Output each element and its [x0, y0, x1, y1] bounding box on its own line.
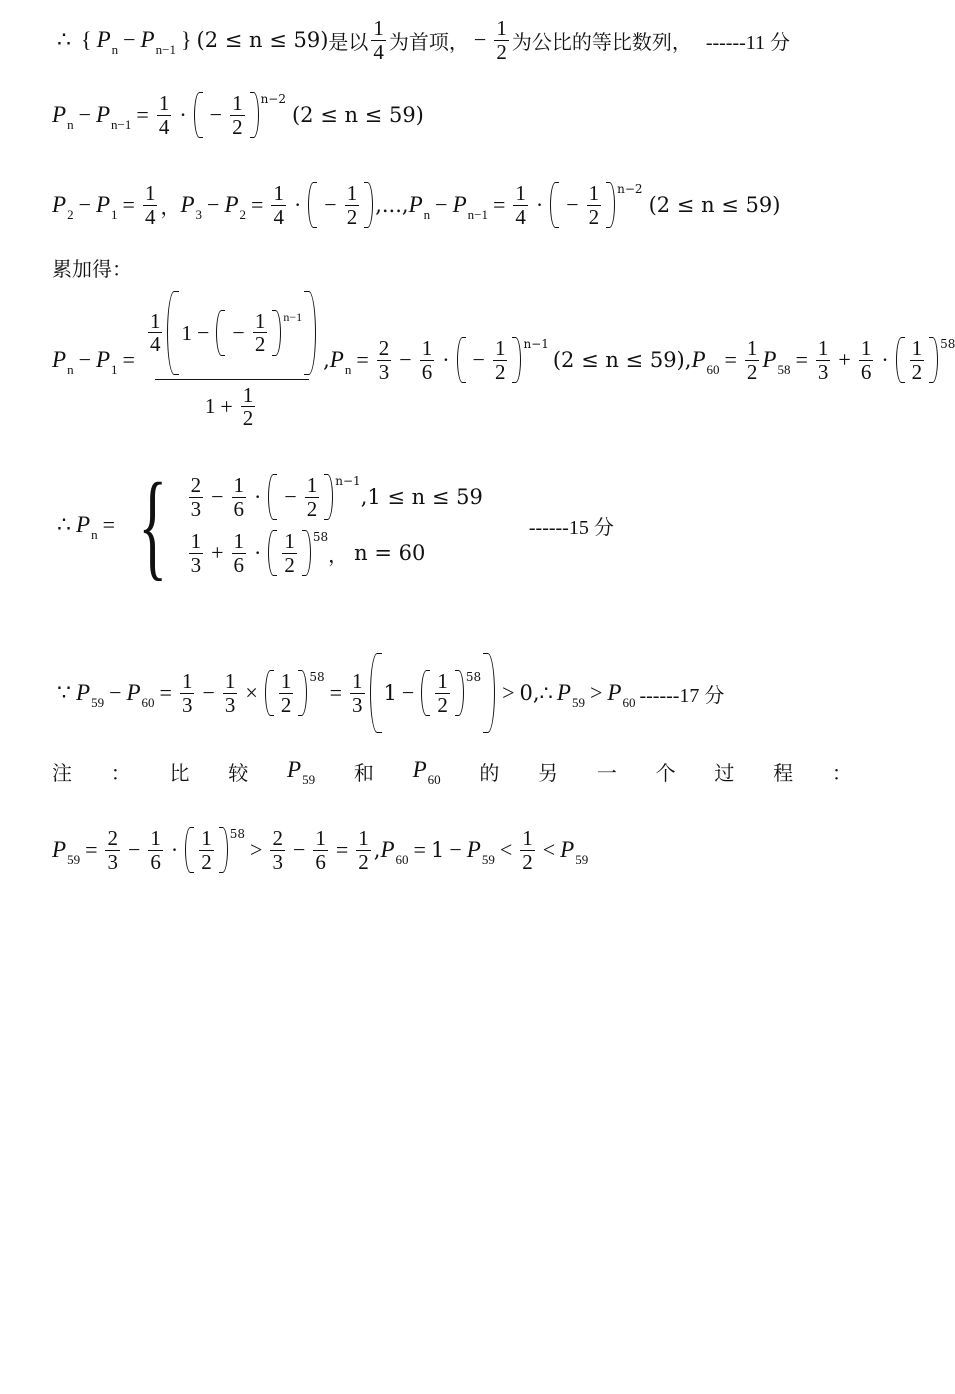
line-2: [52, 85, 424, 145]
note-char: 的: [479, 761, 500, 785]
equals: =: [795, 347, 808, 372]
frac-2-3: $\frac{2}{3}$: [378, 336, 390, 384]
var-pn: $P_n$: [52, 102, 74, 132]
frac-1-4: $\frac{1}{4}$: [149, 309, 161, 357]
ellipsis: ,...,: [375, 193, 409, 217]
frac-1-2: $\frac{1}{2}$: [280, 669, 292, 717]
frac-1-3: $\frac{1}{3}$: [224, 669, 236, 717]
comma: ，: [160, 194, 181, 219]
frac-1-4: $\frac{1}{4}$: [273, 181, 284, 229]
comma: ,: [684, 348, 692, 372]
equals: =: [122, 347, 135, 372]
var-p59: $P_{59}$: [466, 837, 495, 867]
text-shouxiang: 为首项，: [388, 29, 469, 54]
dot: ·: [170, 837, 179, 862]
case-2-condition: n = 60: [354, 541, 426, 565]
frac-1-6: $\frac{1}{6}$: [860, 336, 872, 384]
big-frac-denominator: [155, 379, 309, 429]
paren-right: [512, 337, 521, 383]
var-p60: $P_{60}$: [607, 680, 636, 710]
exponent: 58: [940, 337, 955, 351]
paren-right: [250, 92, 259, 138]
minus: −: [196, 320, 210, 346]
frac-1-4: $\frac{1}{4}$: [144, 181, 156, 229]
equals: =: [724, 347, 737, 372]
var-p60: $P_{60}$: [380, 837, 409, 867]
note-char: 程: [773, 761, 794, 785]
frac-1-4: $\frac{1}{4}$: [373, 16, 384, 64]
minus: −: [202, 680, 215, 705]
frac-1-3: $\frac{1}{3}$: [190, 529, 202, 577]
var-pn: $P_n$: [96, 27, 119, 57]
leijia-label: 累加得：: [52, 256, 132, 281]
minus: −: [127, 837, 141, 862]
paren-right: [302, 530, 311, 576]
exponent: n−2: [617, 182, 643, 196]
one: 1: [430, 838, 445, 862]
note-char: 过: [714, 761, 735, 785]
equals: =: [251, 192, 264, 217]
frac-1-2: $\frac{1}{2}$: [746, 336, 758, 384]
exponent: n−2: [260, 92, 286, 106]
frac-1-2: $\frac{1}{2}$: [346, 181, 358, 229]
equals: =: [122, 192, 135, 217]
minus: −: [78, 102, 91, 127]
line-7: [52, 648, 724, 738]
paren-right: [272, 310, 281, 356]
var-p59: $P_{59}$: [560, 837, 589, 867]
frac-1-6: $\frac{1}{6}$: [150, 826, 161, 874]
less-than: <: [499, 837, 513, 862]
paren-left: [185, 827, 194, 873]
equals: =: [159, 680, 172, 705]
var-p59: $P_{59}$: [76, 680, 105, 710]
equals: =: [356, 347, 369, 372]
var-pn-1: $P_{n-1}$: [452, 192, 488, 222]
var-p60: $P_{60}$: [126, 680, 155, 710]
minus: −: [449, 837, 462, 862]
exponent: n−1: [335, 474, 361, 488]
paren-left: [550, 182, 559, 228]
minus: −: [473, 27, 487, 52]
equals: =: [136, 102, 149, 127]
equals: =: [329, 680, 343, 705]
frac-1-3: $\frac{1}{3}$: [352, 669, 363, 717]
one: 1: [204, 394, 216, 419]
var-p59: $P_{59}$: [287, 757, 316, 787]
minus: −: [209, 102, 223, 127]
line-3: [52, 175, 780, 235]
minus: −: [292, 837, 306, 862]
var-p3: $P_3$: [180, 192, 203, 222]
minus: −: [399, 347, 412, 372]
note-char: 较: [228, 761, 249, 785]
dot: ·: [442, 347, 450, 372]
greater-than: >: [250, 837, 263, 862]
dot: ·: [881, 347, 889, 372]
paren-left: [216, 310, 225, 356]
paren-left: [457, 337, 466, 383]
text-shiyi: 是以: [328, 29, 369, 54]
piecewise-cases: [186, 474, 483, 576]
exponent: 58: [312, 530, 329, 544]
minus: −: [435, 192, 448, 217]
one: 1: [383, 681, 397, 705]
paren-right: [364, 182, 373, 228]
big-frac-numerator: [143, 291, 320, 379]
frac-1-2: $\frac{1}{2}$: [242, 382, 254, 430]
range-text: (2 ≤ n ≤ 59): [196, 28, 329, 52]
note-char: ：: [110, 761, 131, 785]
var-pn: $P_n$: [408, 192, 431, 222]
var-p60: $P_{60}$: [691, 347, 720, 377]
frac-1-2: $\frac{1}{2}$: [201, 826, 212, 874]
zero: 0,∴: [519, 681, 553, 705]
var-p59: $P_{59}$: [52, 837, 81, 867]
var-pn: $P_n$: [76, 512, 98, 542]
range-text: (2 ≤ n ≤ 59): [291, 103, 424, 127]
exponent: 58: [229, 827, 246, 841]
paren-right: [219, 827, 228, 873]
var-p2: $P_2$: [52, 192, 74, 222]
note-char: 一: [596, 761, 617, 785]
paren-right: [304, 291, 316, 375]
var-pn-1: $P_{n-1}$: [95, 102, 132, 132]
minus: −: [284, 484, 297, 509]
frac-1-2: $\frac{1}{2}$: [358, 826, 369, 874]
var-p59: $P_{59}$: [556, 680, 585, 710]
comma: ,: [360, 485, 368, 509]
paren-right: [483, 653, 495, 733]
therefore-symbol: ∴: [57, 512, 71, 537]
comma: ,: [373, 838, 381, 862]
paren-right: [298, 670, 307, 716]
equals: =: [413, 837, 426, 862]
paren-left: [421, 670, 430, 716]
frac-2-3: $\frac{2}{3}$: [272, 826, 283, 874]
text-gongbi: 为公比的等比数列，: [511, 29, 692, 54]
greater-than: >: [502, 680, 515, 705]
paren-right: [455, 670, 464, 716]
frac-1-4: $\frac{1}{4}$: [515, 181, 526, 229]
frac-1-3: $\frac{1}{3}$: [181, 669, 193, 717]
paren-left: [265, 670, 274, 716]
minus: −: [207, 192, 220, 217]
times: ×: [245, 680, 258, 705]
var-pn: $P_n$: [329, 347, 352, 377]
minus: −: [109, 680, 122, 705]
minus: −: [78, 192, 91, 217]
var-p2: $P_2$: [224, 192, 247, 222]
therefore-symbol: ∴: [57, 27, 71, 52]
dot: ·: [535, 192, 544, 217]
frac-1-4: $\frac{1}{4}$: [158, 91, 170, 139]
var-pn: $P_n$: [52, 347, 74, 377]
equals: =: [492, 192, 506, 217]
range-text: (2 ≤ n ≤ 59): [552, 348, 685, 372]
exponent: 58: [465, 670, 482, 684]
note-char: 另: [538, 761, 559, 785]
greater-than: >: [589, 680, 603, 705]
exponent: n−1: [283, 309, 303, 324]
paren-left: [268, 474, 277, 520]
line-1: [52, 10, 790, 70]
frac-1-2: $\frac{1}{2}$: [522, 826, 533, 874]
score-17: ------17 分: [639, 684, 725, 707]
big-fraction: [143, 291, 320, 429]
minus: −: [566, 192, 579, 217]
exponent: n−1: [523, 337, 549, 351]
brace-open: {: [81, 27, 92, 52]
paren-left: [370, 653, 382, 733]
frac-1-2: $\frac{1}{2}$: [494, 336, 506, 384]
dot: ·: [293, 192, 302, 217]
paren-left: [194, 92, 203, 138]
paren-right: [606, 182, 615, 228]
minus: −: [232, 320, 245, 346]
frac-1-2: $\frac{1}{2}$: [254, 309, 266, 357]
score-15: ------15 分: [528, 516, 614, 539]
paren-left: [167, 291, 179, 375]
exponent: 58: [309, 670, 325, 684]
equals: =: [335, 837, 349, 862]
range-text: (2 ≤ n ≤ 59): [648, 193, 781, 217]
var-p1: $P_1$: [95, 347, 118, 377]
minus: −: [78, 347, 91, 372]
frac-2-3: $\frac{2}{3}$: [107, 826, 118, 874]
frac-1-2: $\frac{1}{2}$: [588, 181, 600, 229]
frac-1-6: $\frac{1}{6}$: [233, 529, 245, 577]
frac-1-2: $\frac{1}{2}$: [284, 529, 295, 577]
frac-1-2: $\frac{1}{2}$: [437, 669, 448, 717]
note-char: 注: [52, 761, 72, 785]
paren-left: [268, 530, 277, 576]
comma: ，: [328, 542, 349, 567]
frac-1-2: $\frac{1}{2}$: [911, 336, 923, 384]
note-char: ：: [831, 761, 852, 785]
dot: ·: [254, 540, 262, 565]
brace-close: }: [180, 27, 192, 52]
line-6-piecewise: [52, 450, 614, 600]
var-p60: $P_{60}$: [412, 757, 441, 787]
because-symbol: ∵: [57, 680, 71, 705]
note-char: 和: [353, 761, 374, 785]
var-pn-1: $P_{n-1}$: [140, 27, 176, 57]
frac-1-6: $\frac{1}{6}$: [421, 336, 433, 384]
var-p58: $P_{58}$: [762, 347, 791, 377]
dot: ·: [179, 102, 187, 127]
score-11: ------11 分: [705, 31, 791, 54]
frac-2-3: $\frac{2}{3}$: [190, 473, 202, 521]
equals: =: [102, 512, 115, 537]
dot: ·: [254, 484, 262, 509]
frac-1-6: $\frac{1}{6}$: [315, 826, 326, 874]
minus: −: [401, 680, 415, 705]
frac-1-2: $\frac{1}{2}$: [496, 16, 507, 64]
var-p1: $P_1$: [95, 192, 118, 222]
left-brace: {: [138, 458, 168, 591]
one: 1: [181, 320, 192, 345]
frac-1-2: $\frac{1}{2}$: [232, 91, 243, 139]
paren-left: [308, 182, 317, 228]
less-than: <: [542, 837, 556, 862]
paren-left: [896, 337, 905, 383]
minus: −: [472, 347, 485, 372]
case-1-range: 1 ≤ n ≤ 59: [367, 485, 483, 509]
plus: +: [220, 393, 233, 419]
paren-right: [929, 337, 938, 383]
note-line: [52, 757, 852, 786]
line-9: [52, 818, 588, 882]
paren-right: [324, 474, 333, 520]
note-char: 个: [655, 761, 676, 785]
frac-1-2: $\frac{1}{2}$: [306, 473, 318, 521]
frac-1-6: $\frac{1}{6}$: [233, 473, 245, 521]
comma: ,: [323, 348, 330, 372]
line-5: [52, 290, 955, 430]
case-2: [186, 530, 483, 576]
case-1: [186, 474, 483, 520]
note-char: 比: [169, 761, 190, 785]
equals: =: [85, 837, 98, 862]
minus: −: [211, 484, 224, 509]
minus: −: [123, 27, 136, 52]
minus: −: [324, 192, 337, 217]
plus: +: [211, 540, 224, 565]
plus: +: [838, 347, 851, 372]
frac-1-3: $\frac{1}{3}$: [817, 336, 829, 384]
